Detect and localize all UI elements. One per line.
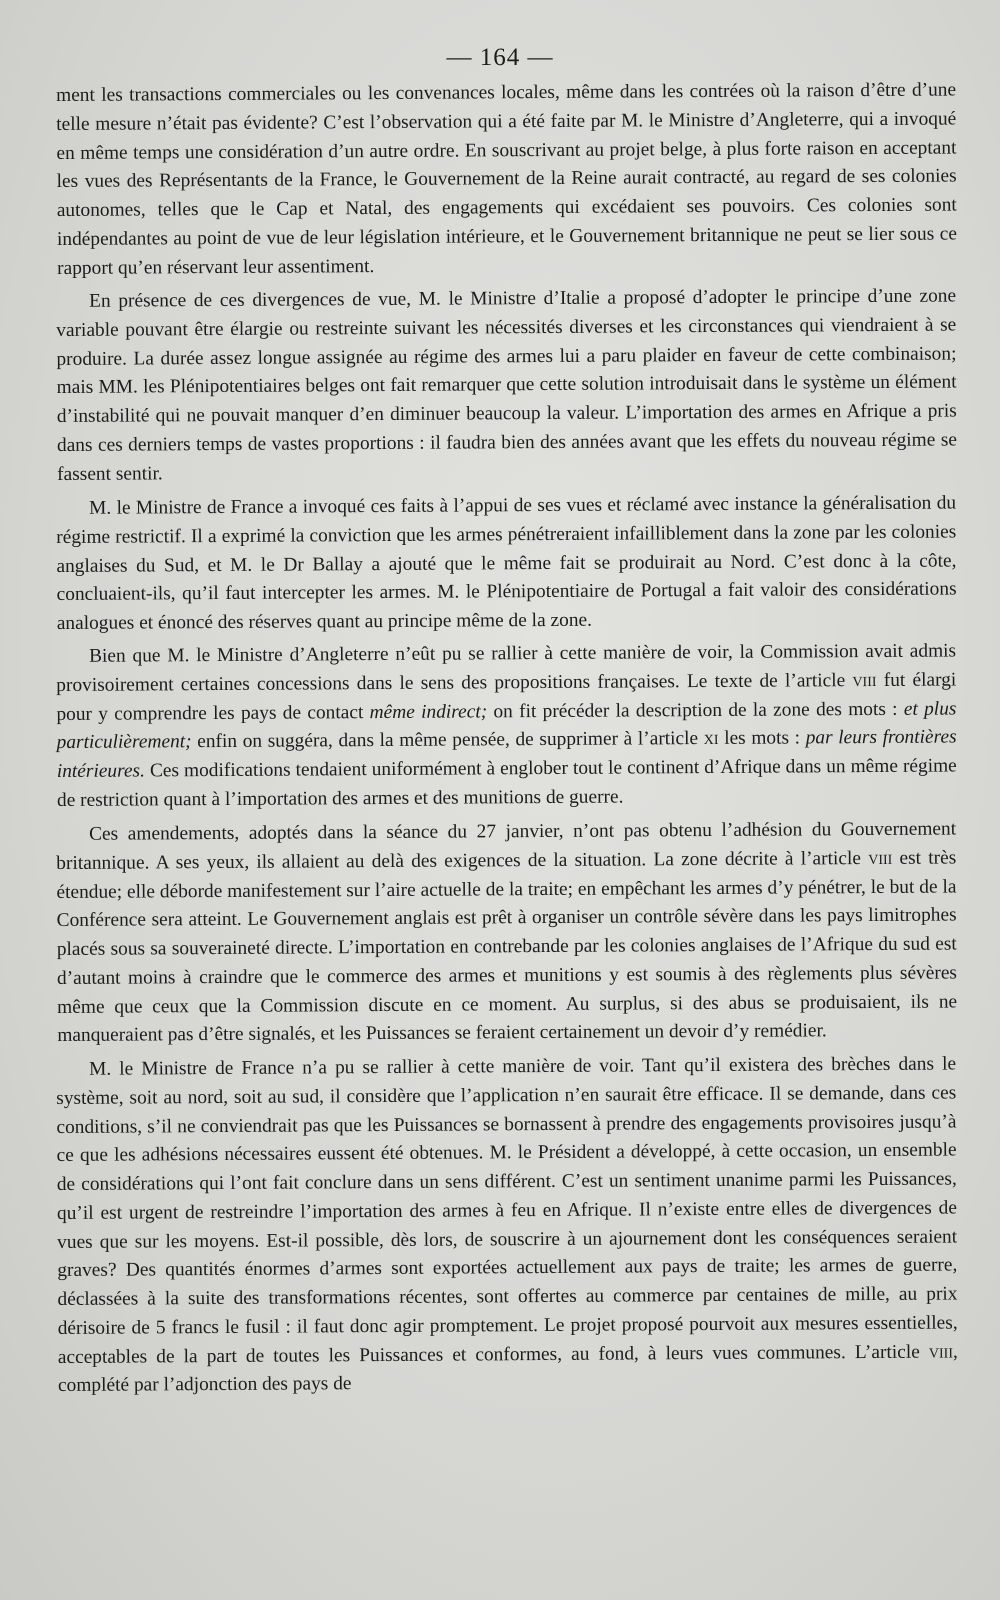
text-run: est très étendue; elle déborde manifestement sur l’aire actuelle de la traite; en empêchant les armes d’y pénétrer, le but de la Conférence sera atteint. Le Gouvernement anglais est prêt à organiser un contrôle sévère dans les pays limitrophes placés sous sa souveraineté directe. L’importation en contrebande par les colonies anglaises de l’Afrique du sud est d’autant moins à craindre que le commerce des armes et munitions y est soumis à des règlements plus sévères même que ceux que la Commission discute en ce moment. Au surplus, si des abus se produisaient, ils ne manqueraient pas d’être signalés, et les Puissances se feraient certainement un devoir d’y remédier. [56, 847, 958, 1046]
paragraph-text: ment les transactions commerciales ou les convenances locales, même dans les contrées où la raison d’être d’une telle mesure n’était pas évidente? C’est l’observation qui a été faite par M. le Ministre d’Angleterre, qui a invoqué en même temps une considération d’un autre ordre. En souscrivant au projet belge, à plus forte raison en acceptant les vues des Représentants de la France, le Gouvernement de la Reine aurait contracté, au regard de ses colonies autonomes, telles que le Cap et Natal, des engagements qui excédaient ses pouvoirs. Ces colonies sont indépendantes au point de vue de leur législation intérieure, et le Gouvernement britannique ne peut se lier sous ce rapport qu’en réservant leur assentiment. [56, 79, 958, 279]
text-run: les mots : [718, 727, 806, 750]
paragraph-3 [56, 489, 957, 638]
text-run: enfin on suggéra, dans la même pensée, de supprimer à l’article [191, 728, 704, 753]
paragraph-6 [56, 1050, 958, 1400]
paragraph-2 [56, 283, 957, 490]
article-numeral: viii [928, 1340, 954, 1362]
italic-phrase: même indirect; [369, 701, 488, 723]
text-run: Ces amendements, adoptés dans la séance du 27 janvier, n’ont pas obtenu l’adhésion du Gouvernement britannique. A ses yeux, ils allaient au delà des exigences de la situation. La zone décrite à l’article [56, 818, 957, 874]
document-body [56, 79, 958, 1406]
text-run: Ces modifications tendaient uniformément à englober tout le continent d’Afrique dans un même régime de restriction quant à l’importation des armes et des munitions de guerre. [56, 755, 957, 811]
text-run: Bien que M. le Ministre d’Angleterre n’eût pu se rallier à cette manière de voir, la Commission avait admis provisoirement certaines concessions dans le sens des propositions françaises. Le texte de l’article [56, 640, 957, 696]
italic-phrase: et plus particulièrement; [56, 698, 957, 754]
text-run: M. le Ministre de France n’a pu se rallier à cette manière de voir. Tant qu’il existera des brèches dans le système, soit au nord, soit au sud, il considère que l’application n’en saurait être efficace. Il se demande, dans ces conditions, s’il ne conviendrait pas que les Puissances se bornassent à prendre des engagements provisoires jusqu’à ce que les adhésions nécessaires eussent été obtenues. M. le Président a développé, à cette occasion, un ensemble de considérations qui l’ont fait conclure dans un sens différent. C’est un sentiment unanime parmi les Puissances, qu’il est urgent de restreindre l’importation des armes à feu en Afrique. Il n’existe entre elles de divergences de vues que sur les moyens. Est-il possible, dès lors, de souscrire à un ajournement dont les conséquences seraient graves? Des quantités énormes d’armes sont exportées actuellement aux pays de traite; les armes de guerre, déclassées à la suite des transformations récentes, sont offertes au commerce par centaines de mille, au prix dérisoire de 5 francs le fusil : il faut donc agir promptement. Le projet proposé pourvoit aux mesures essentielles, acceptables de la part de toutes les Puissances et conformes, au fond, à leurs vues communes. L’article [56, 1053, 958, 1368]
article-numeral: viii [868, 847, 893, 869]
text-run: , complété par l’adjonction des pays de [57, 1340, 958, 1396]
paragraph-text: M. le Ministre de France a invoqué ces faits à l’appui de ses vues et réclamé avec instance la généralisation du régime restrictif. Il a exprimé la conviction que les armes pénétreraient infailliblement dans la zone par les colonies anglaises du Sud, et M. le Dr Ballay a ajouté que le même fait se produirait au Nord. C’est donc à la côte, concluaient-ils, qu’il faut intercepter les armes. M. le Plénipotentiaire de Portugal a fait valoir des considérations analogues et énoncé des réserves quant au principe même de la zone. [56, 492, 957, 634]
paragraph-text: En présence de ces divergences de vue, M. le Ministre d’Italie a proposé d’adopter le principe d’une zone variable pouvant être élargie ou restreinte suivant les nécessités diverses et les circonstances qui viendraient à se produire. La durée assez longue assignée au régime des armes lui a paru plaider en faveur de cette combinaison; mais MM. les Plénipotentiaires belges ont fait remarquer que cette solution introduisait dans le système un élément d’instabilité qui ne pouvait manquer d’en diminuer beaucoup la valeur. L’importation des armes en Afrique a pris dans ces derniers temps de vastes proportions : il faudra bien des années avant que les effets du nouveau régime se fassent sentir. [56, 285, 958, 485]
paragraph-4 [56, 638, 957, 816]
text-run: fut élargi pour y comprendre les pays de contact [56, 669, 957, 725]
text-run: on fit précéder la description de la zone des mots : [487, 698, 904, 723]
article-numeral: viii [852, 669, 877, 692]
paragraph-5 [56, 815, 957, 1050]
article-numeral: xi [703, 728, 719, 750]
italic-phrase: par leurs frontières intérieures. [56, 727, 957, 783]
paragraph-1 [56, 77, 957, 284]
page-number: — 164 — [446, 44, 554, 71]
